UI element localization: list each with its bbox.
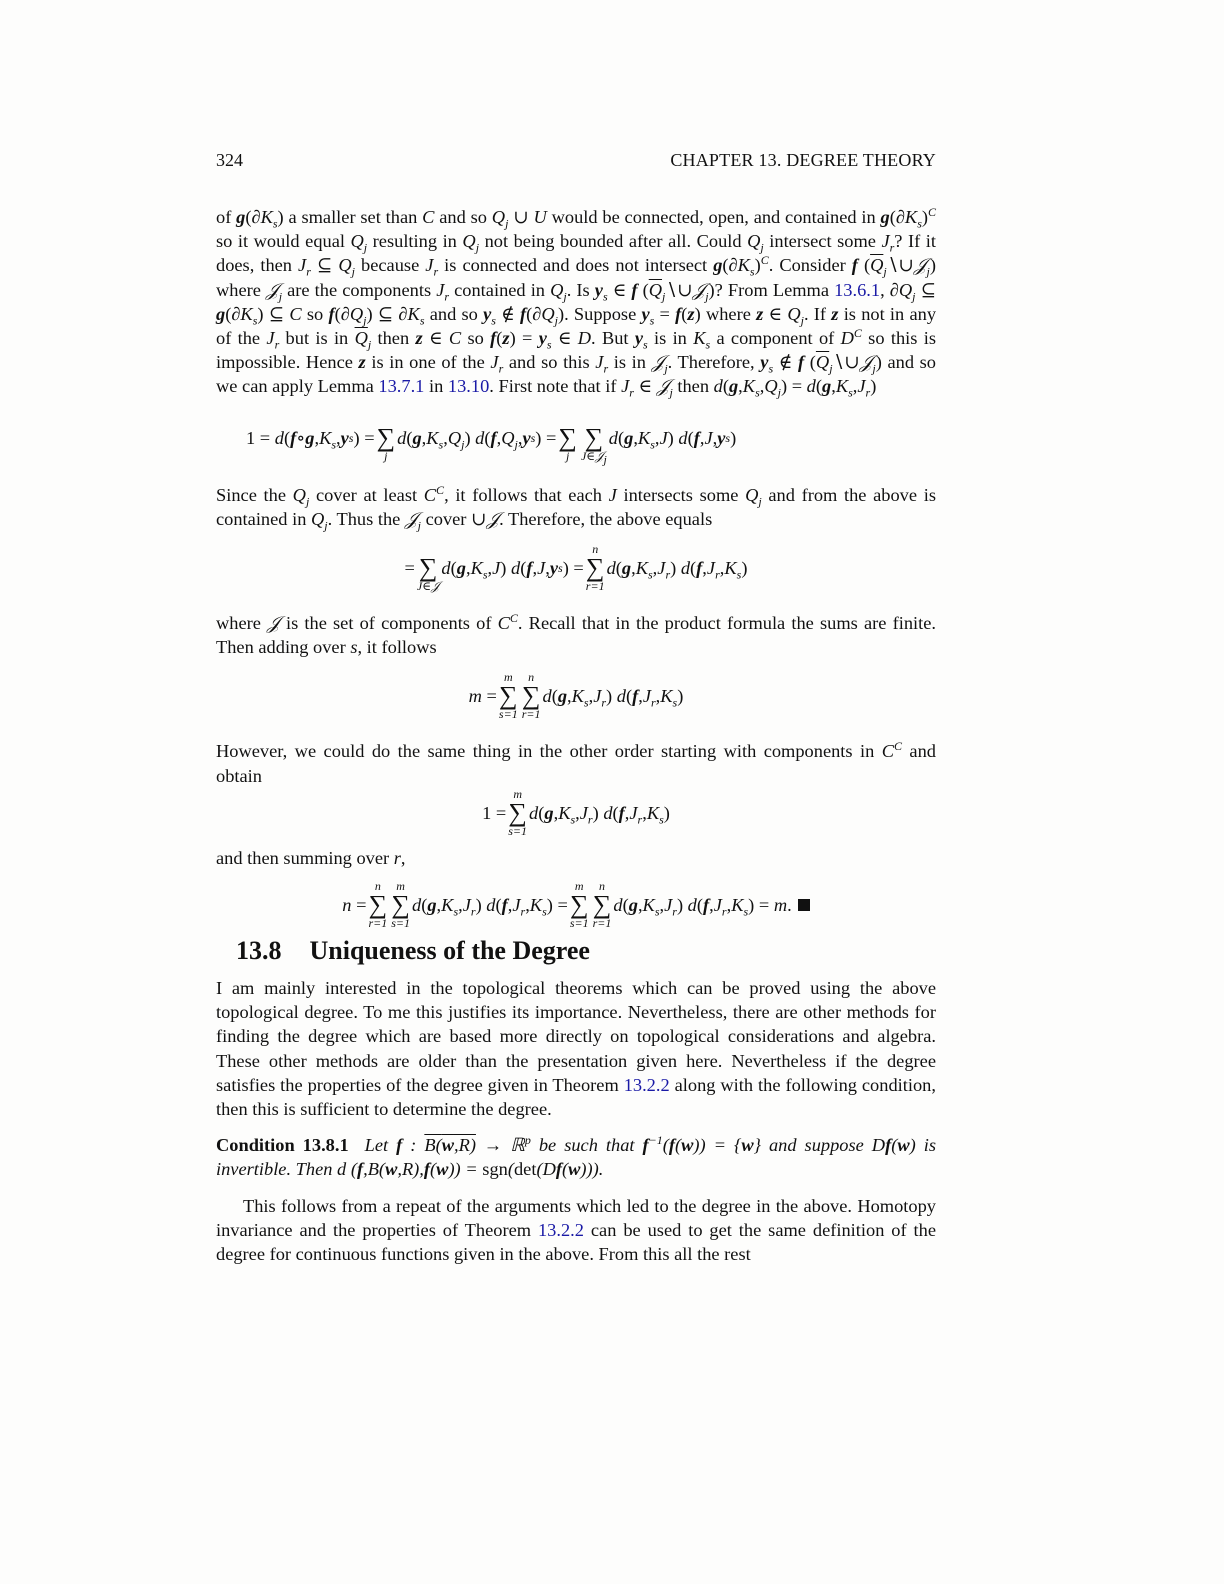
qed-symbol [798, 899, 810, 911]
paragraph-uniqueness [216, 976, 936, 1121]
paragraph-uniqueness-text-1: I am mainly interested in the topological theorems which can be proved using the above topological degree. To me this justifies its importance. Nevertheless, there are other methods for finding the degree which are based more directly on topological considerations and algebra. These other methods are older than the presentation given here. Nevertheless if the degree satisfies the properties of the degree given in Theorem [216, 978, 936, 1095]
equation-n-equals-m: n = n ∑ r=1 m ∑ s=1 d ( g , $K_s$ , $J_r$ ) d ( f , $J_r$ , $K_s$ ) = m ∑ s=1 n ∑ r=1 d ( g , $K_s$ , $J_r$ ) d ( f , $J_r$ , $K_s$ ) = m . [216, 880, 936, 930]
paragraph-where: where 𝒥 is the set of components of $C^C$. Recall that in the product formula the sums are finite. Then adding over s, it follows [216, 610, 937, 658]
theorem-13-2-2-link[interactable]: 13.2.2 [623, 1074, 670, 1095]
condition-label: Condition 13.8.1 [216, 1135, 349, 1156]
paragraph-follows [216, 1194, 936, 1267]
page-header [216, 150, 936, 171]
paragraph-cover: Since the $Q_j$ cover at least $C^C$, it follows that each J intersects some $Q_j$ and from the above is contained in $Q_j$. Thus the 𝒥$_j$ cover ∪𝒥. Therefore, the above equals [216, 482, 936, 533]
paragraph-uniqueness-text-2: along with the following condition, then this is sufficient to determine the degree. [216, 1074, 936, 1120]
section-title: Uniqueness of the Degree [309, 936, 590, 966]
section-heading [236, 936, 936, 966]
paragraph-follows-text-2: can be used to get the same definition of the degree for continuous functions given in the above. From this all the rest [216, 1219, 936, 1265]
eq-13-10-link[interactable]: 13.10 [447, 376, 490, 397]
condition-13-8-1: Condition 13.8.1 Let f : B(w,R) → ℝ$^p$ be such that $f^{-1}(f(w)) = \{w\}$ and suppose Df(w) is invertible. Then d (f,B(w,R),f(w)) = sgn(det(Df(w))). [216, 1133, 936, 1180]
lemma-13-7-1-link[interactable]: 13.7.1 [378, 376, 425, 397]
paragraph-summing: and then summing over r, [216, 847, 406, 868]
equation-m-sum: m = m ∑ s=1 n ∑ r=1 d ( g , $K_s$ , $J_r$ ) d ( f , $J_r$ , $K_s$ ) [468, 670, 684, 722]
equation-sum-components: = ∑ J∈𝒥 d ( g , $K_s$ , J ) d ( f , J , y s ) = n ∑ r=1 d ( g , $K_s$ , $J_r$ ) d ( f , $J_r$ , $K_s$ ) [404, 542, 748, 594]
theorem-13-2-2-link-2[interactable]: 13.2.2 [537, 1219, 584, 1240]
equation-one-sum: 1 = m ∑ s=1 d ( g , $K_s$ , $J_r$ ) d ( f , $J_r$ , $K_s$ ) [482, 786, 670, 838]
equation-product-formula: 1 = d ( f ∘ g , $K_s$ , y s ) = ∑ j d ( g , $K_s$ , $Q_j$ ) d ( f , $Q_j$ , y s ) = ∑ j ∑ J∈𝒥$_j$ d ( g , $K_s$ , J ) d ( f , J , y s ) [246, 422, 737, 467]
page-body [216, 205, 936, 1266]
chapter-title: CHAPTER 13. DEGREE THEORY [670, 150, 936, 170]
section-number: 13.8 [236, 936, 282, 966]
paragraph-however: However, we could do the same thing in the other order starting with components in $C^C$ and obtain [216, 739, 936, 786]
page-number: 324 [216, 150, 243, 170]
lemma-13-6-1-link[interactable]: 13.6.1 [834, 279, 881, 300]
paragraph-follows-text-1: This follows from a repeat of the arguments which led to the degree in the above. Homotopy invariance and the properties of Theorem [216, 1195, 936, 1240]
paragraph-proof: of $g(\partial K_s)$ a smaller set than C and so $Q_j$ ∪ U would be connected, open, and contained in $g(\partial K_s)^C$ so it would equal $Q_j$ resulting in $Q_j$ not being bounded after all. Could $Q_j$ intersect some $J_r$? If it does, then $J_r$ ⊆ $Q_j$ because $J_r$ is connected and does not intersect $g(\partial K_s)^C$. Consider f $(\overline{Q}_j∖\cup 𝒥_j)$ where 𝒥$_j$ are the components $J_r$ contained in $Q_j$. Is $y_s$ ∈ f $(\overline{Q}_j∖\cup 𝒥_j)$? From Lemma 13.6.1, $\partial Q_j$ ⊆ $g(\partial K_s)$ ⊆ C so $f(\partial Q_j)$ ⊆ $\partial K_s$ and so $y_s$ ∉ $f(\partial Q_j)$. Suppose $y_s = f(z)$ where z ∈ $Q_j$. If z is not in any of the $J_r$ but is in $\overline{Q}_j$ then z ∈ C so $f(z) = y_s$ ∈ D. But $y_s$ is in $K_s$ a component of $D^C$ so this is impossible. Hence z is in one of the $J_r$ and so this $J_r$ is in 𝒥$_j$. Therefore, $y_s$ ∉ f $(\overline{Q}_j∖\cup 𝒥_j)$ and so we can apply Lemma 13.7.1 in 13.10. First note that if $J_r$ ∈ 𝒥$_j$ then $d(g,K_s,Q_j) = d(g,K_s,J_r)$ [216, 204, 937, 401]
